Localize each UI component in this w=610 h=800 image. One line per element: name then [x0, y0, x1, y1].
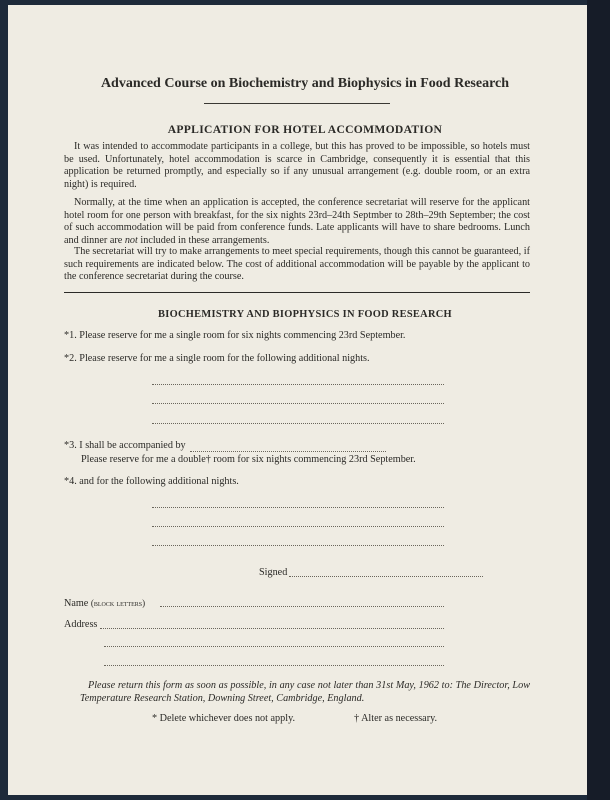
address-line-1[interactable] [100, 628, 444, 629]
intro-paragraph-2: Normally, at the time when an application is accepted, the conference secretariat will reserve for the applicant hotel room for one person with breakfast, for the six nights 23rd–24th Septmber to 28th–29th September; the cost of such accommodation will be paid from conference funds. Late applicants will have to share bedrooms. Lunch and dinner are not included in these arrangements. [64, 197, 530, 246]
address-line-3[interactable] [104, 665, 444, 666]
form-heading: APPLICATION FOR HOTEL ACCOMMODATION [167, 123, 443, 136]
item-1-text: *1. Please reserve for me a single room for six nights commencing 23rd September. [64, 330, 406, 341]
name-line[interactable] [160, 606, 444, 607]
emphasis-not: not [124, 234, 138, 246]
additional-nights-line-3[interactable] [152, 423, 444, 424]
footnote-alter: † Alter as necessary. [354, 713, 438, 724]
additional-nights-line-1[interactable] [152, 384, 444, 385]
name-label-note: (block letters) [90, 598, 146, 608]
extra-nights-line-1[interactable] [152, 507, 444, 508]
signature-line[interactable] [289, 576, 483, 577]
extra-nights-line-2[interactable] [152, 526, 444, 527]
address-label: Address [64, 619, 98, 630]
extra-nights-line-3[interactable] [152, 545, 444, 546]
document-title: Advanced Course on Biochemistry and Biophysics in Food Research [100, 76, 510, 91]
item-3-text: *3. I shall be accompanied by [64, 440, 186, 451]
section-divider [64, 292, 530, 293]
return-instructions: Please return this form as soon as possible, in any case not later than 31st May, 1962 to: The Director, Low Temperature Research Station, Downing Street, Cambridge, England. [80, 680, 530, 704]
companion-name-line[interactable] [190, 451, 386, 452]
item-3-subtext: Please reserve for me a double† room for six nights commencing 23rd September. [81, 454, 416, 465]
section-heading: BIOCHEMISTRY AND BIOPHYSICS IN FOOD RESEARCH [158, 309, 452, 320]
footnote-delete: * Delete whichever does not apply. [152, 713, 296, 724]
title-divider [204, 103, 390, 104]
page-edge-background [587, 0, 610, 800]
name-label-group [64, 598, 145, 609]
intro-paragraph-1: It was intended to accommodate participants in a college, but this has proved to be impossible, so hotels must be used. Unfortunately, hotel accommodation is scarce in Cambridge, consequently it is essential that this application be returned promptly, and especially so if any unusual arrangement (e.g. double room, or an extra night) is required. [64, 141, 530, 190]
item-2-text: *2. Please reserve for me a single room for the following additional nights. [64, 353, 370, 364]
signed-label: Signed [259, 567, 288, 578]
name-label: Name [64, 598, 89, 609]
additional-nights-line-2[interactable] [152, 403, 444, 404]
intro-paragraph-3: The secretariat will try to make arrangements to meet special requirements, though this cannot be guaranteed, if such requirements are indicated below. The cost of additional accommodation will be payable by the applicant to the conference secretariat during the course. [64, 246, 530, 283]
item-4-text: *4. and for the following additional nights. [64, 476, 239, 487]
address-line-2[interactable] [104, 646, 444, 647]
